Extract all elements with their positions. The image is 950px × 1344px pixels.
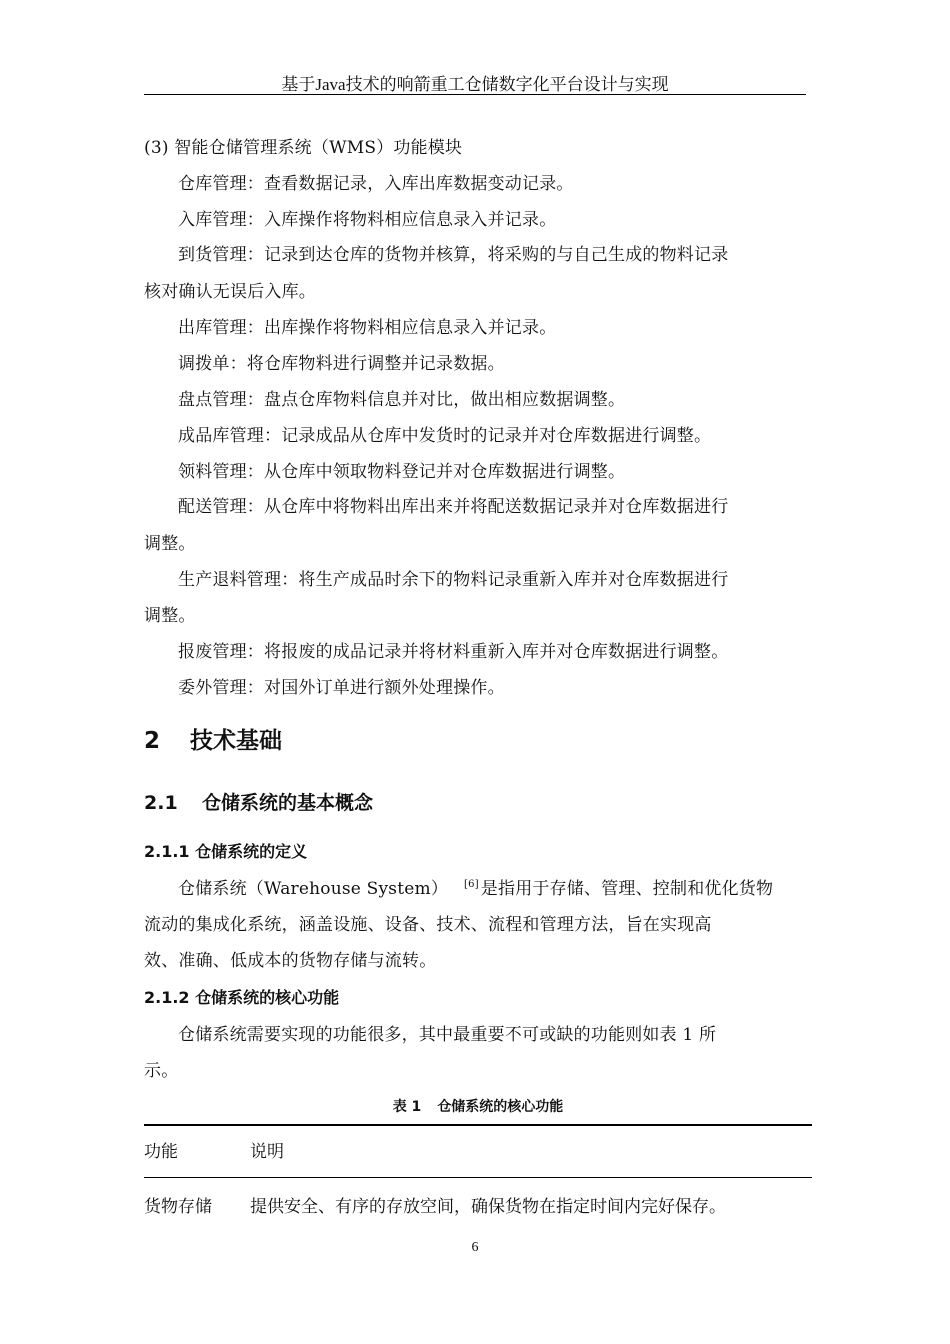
wms-line-return-cont: 调整。: [144, 606, 196, 626]
table-caption: [144, 1096, 812, 1116]
wms-line-finished-goods: 成品库管理：记录成品从仓库中发货时的记录并对仓库数据进行调整。: [178, 426, 712, 446]
core-function-line-2: 示。: [144, 1061, 179, 1081]
definition-line-1: [178, 874, 773, 899]
table-top-rule: [144, 1124, 812, 1126]
section-2-1-1-heading: 2.1.1 仓储系统的定义: [144, 842, 308, 861]
table-caption-title: 仓储系统的核心功能: [437, 1099, 564, 1115]
wms-line-material-requisition: 领料管理：从仓库中领取物料登记并对仓库数据进行调整。: [178, 462, 626, 482]
wms-line-arrival-cont: 核对确认无误后入库。: [144, 282, 316, 302]
core-function-line-1: 仓储系统需要实现的功能很多，其中最重要不可或缺的功能则如表 1 所: [178, 1025, 717, 1045]
definition-line-2: 流动的集成化系统，涵盖设施、设备、技术、流程和管理方法，旨在实现高: [144, 915, 712, 935]
section-2-1-heading: [144, 788, 373, 815]
page-number: 6: [471, 1240, 479, 1255]
table-cell-function: 货物存储: [144, 1197, 212, 1217]
wms-heading: (3) 智能仓储管理系统（WMS）功能模块: [144, 138, 463, 158]
table-cell-description: 提供安全、有序的存放空间，确保货物在指定时间内完好保存。: [250, 1197, 726, 1217]
wms-line-inventory: 盘点管理：盘点仓库物料信息并对比，做出相应数据调整。: [178, 390, 626, 410]
definition-line-3: 效、准确、低成本的货物存储与流转。: [144, 951, 437, 971]
wms-line-inbound: 入库管理：入库操作将物料相应信息录入并记录。: [178, 210, 557, 230]
section-2-1-title: 仓储系统的基本概念: [202, 792, 374, 814]
wms-line-transfer: 调拨单：将仓库物料进行调整并记录数据。: [178, 354, 505, 374]
section-2-1-2-heading: 2.1.2 仓储系统的核心功能: [144, 988, 340, 1007]
table-header-function: 功能: [144, 1142, 178, 1162]
wms-line-delivery-cont: 调整。: [144, 534, 196, 554]
wms-line-outbound: 出库管理：出库操作将物料相应信息录入并记录。: [178, 318, 557, 338]
wms-line-delivery: 配送管理：从仓库中将物料出库出来并将配送数据记录并对仓库数据进行: [178, 497, 729, 517]
wms-line-outsourcing: 委外管理：对国外订单进行额外处理操作。: [178, 678, 505, 698]
header-divider: [144, 94, 806, 95]
definition-term: 仓储系统（Warehouse System）: [178, 879, 449, 899]
wms-line-scrap: 报废管理：将报废的成品记录并将材料重新入库并对仓库数据进行调整。: [178, 642, 729, 662]
section-2-heading: [144, 722, 282, 755]
wms-line-warehouse: 仓库管理：查看数据记录，入库出库数据变动记录。: [178, 174, 574, 194]
table-caption-number: 表 1: [392, 1099, 422, 1115]
citation-ref[interactable]: [6]: [464, 879, 479, 891]
section-2-number: 2: [144, 728, 161, 754]
definition-text: 是指用于存储、管理、控制和优化货物: [480, 879, 774, 899]
table-header-rule: [144, 1177, 812, 1178]
wms-line-return: 生产退料管理：将生产成品时余下的物料记录重新入库并对仓库数据进行: [178, 570, 729, 590]
section-2-title: 技术基础: [190, 728, 282, 754]
table-header-description: 说明: [250, 1142, 284, 1162]
wms-line-arrival: 到货管理：记录到达仓库的货物并核算，将采购的与自己生成的物料记录: [178, 245, 729, 265]
running-header: 基于Java技术的响箭重工仓储数字化平台设计与实现: [281, 75, 669, 94]
section-2-1-number: 2.1: [144, 792, 178, 814]
